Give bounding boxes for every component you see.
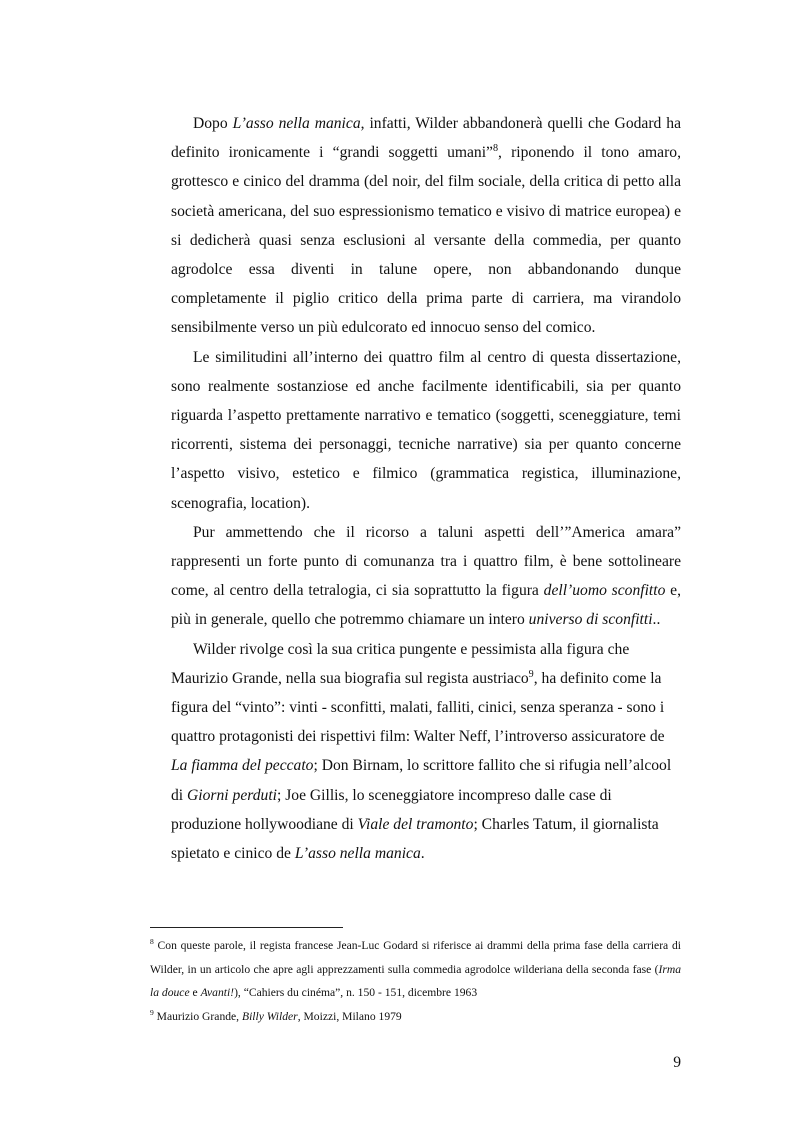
paragraph-1: [171, 109, 681, 343]
page-number: 9: [673, 1054, 681, 1071]
text-run: , Moizzi, Milano 1979: [297, 1009, 402, 1023]
italic-title: Irma la douce: [150, 962, 681, 1000]
footnote-9: [150, 1005, 681, 1029]
italic-title: Viale del tramonto: [357, 815, 474, 833]
body-text: [171, 109, 681, 868]
text-run: , infatti, Wilder abbandonerà quelli che Godard ha definito ironicamente i “grandi soggetti umani”: [171, 115, 681, 162]
italic-title: L’asso nella manica: [294, 845, 421, 863]
italic-title: Avanti!: [200, 986, 235, 1000]
footnote-ref: 9: [528, 668, 534, 680]
text-run: e: [189, 986, 201, 1000]
footnotes: [150, 934, 681, 1028]
text-run: ; Charles Tatum, il giornalista spietato e cinico de: [171, 815, 659, 863]
italic-title: dell’uomo sconfitto: [543, 582, 666, 600]
text-run: ; Joe Gillis, lo sceneggiatore incompreso dalle case di produzione hollywoodiane di: [171, 786, 612, 833]
footnote-separator: [150, 927, 343, 928]
paragraph-4: [171, 635, 681, 869]
italic-title: La fiamma del peccato: [171, 757, 314, 775]
text-run: ..: [652, 611, 661, 629]
text-run: , riponendo il tono amaro, grottesco e cinico del dramma (del noir, del film sociale, della critica di petto alla società americana, del suo espressionismo tematico e visivo di matrice europea) e si dedicherà quasi senza esclusioni al versante della commedia, per quanto agrodolce essa diventi in talune opere, non abbandonando dunque completamente il piglio critico della prima parte di carriera, ma virandolo sensibilmente verso un più edulcorato ed innocuo senso del comico.: [171, 144, 681, 337]
italic-title: universo di sconfitti: [528, 611, 653, 629]
text-run: ), “Cahiers du cinéma”, n. 150 - 151, dicembre 1963: [234, 986, 478, 1000]
text-run: , ha definito come la figura del “vinto”: vinti - sconfitti, malati, falliti, cinici, senza speranza - sono i quattro protagonisti dei rispettivi film: Walter Neff, l’introverso assicuratore de: [171, 669, 665, 746]
text-run: Con queste parole, il regista francese Jean-Luc Godard si riferisce ai drammi della prima fase della carriera di Wilder, in un articolo che apre agli apprezzamenti sulla commedia agrodolce wilderiana della seconda fase (: [150, 939, 681, 976]
text-run: ; Don Birnam, lo scrittore fallito che si rifugia nell’alcool di: [171, 757, 672, 804]
text-run: Pur ammettendo che il ricorso a taluni aspetti dell’”America amara” rappresenti un forte punto di comunanza tra i quattro film, è bene sottolineare come, al centro della tetralogia, ci sia soprattutto la figura: [171, 523, 681, 600]
italic-title: L’asso nella manica: [232, 115, 361, 132]
italic-title: Billy Wilder: [241, 1009, 298, 1023]
text-run: .: [420, 845, 425, 863]
italic-title: Giorni perduti: [187, 786, 277, 804]
footnote-ref: 8: [492, 143, 499, 155]
text-run: e, più in generale, quello che potremmo chiamare un intero: [171, 582, 682, 629]
footnote-8: [150, 934, 681, 1005]
text-run: Le similitudini all’interno dei quattro film al centro di questa dissertazione, sono realmente sostanziose ed anche facilmente identificabili, sia per quanto riguarda l’aspetto prettamente narrativo e tematico (soggetti, sceneggiature, temi ricorrenti, sistema dei personaggi, tecniche narrative) sia per quanto concerne l’aspetto visivo, estetico e filmico (grammatica registica, illuminazione, scenografia, location).: [171, 348, 681, 512]
footnote-ref: 8: [150, 937, 154, 947]
paragraph-2: [171, 343, 681, 518]
text-run: Maurizio Grande,: [153, 1009, 242, 1023]
footnote-ref: 9: [150, 1007, 154, 1017]
paragraph-3: [171, 518, 681, 635]
text-run: Wilder rivolge così la sua critica pungente e pessimista alla figura che Maurizio Grande, nella sua biografia sul regista austriaco: [171, 640, 630, 687]
text-run: Dopo: [193, 115, 233, 132]
